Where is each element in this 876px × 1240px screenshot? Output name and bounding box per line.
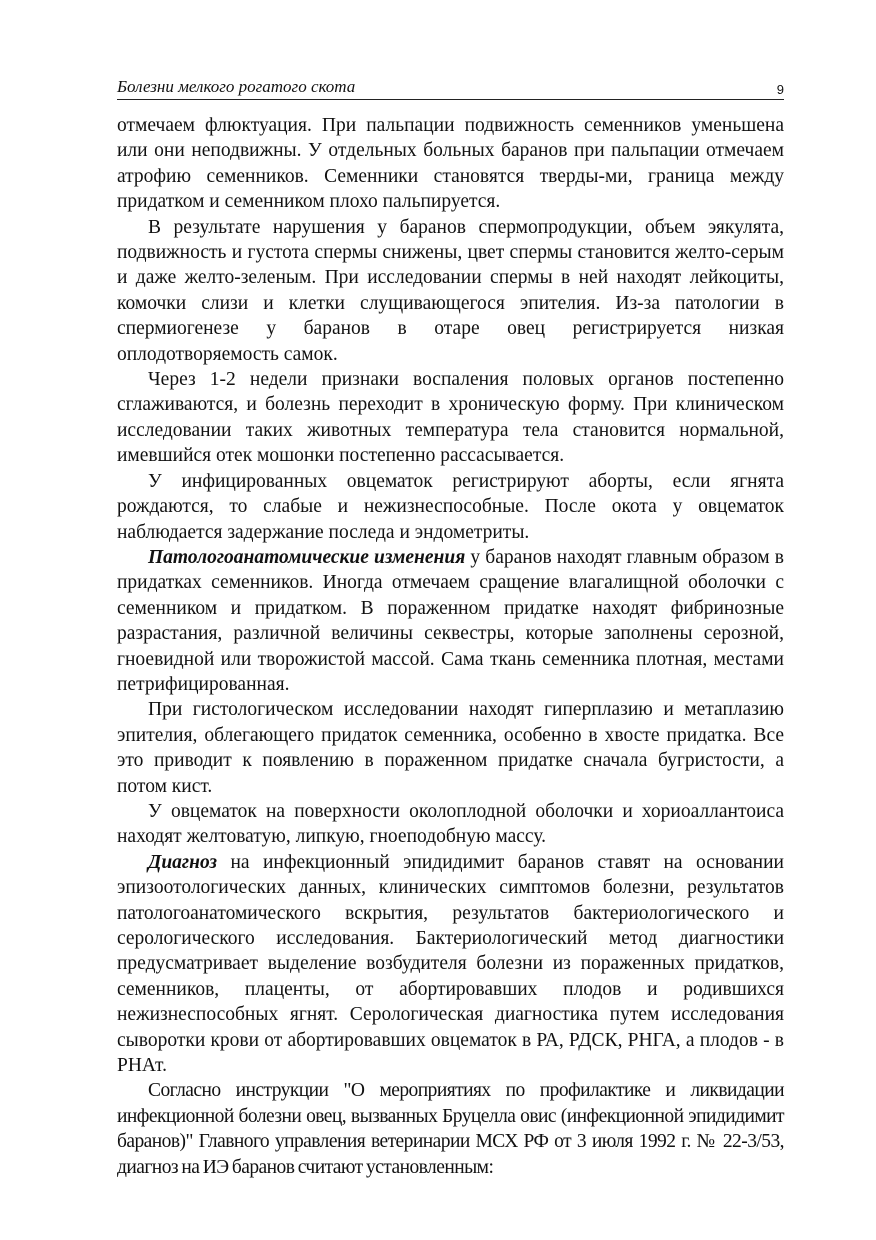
paragraph-text: на инфекционный эпидидимит баранов ставят на основании эпизоотологических данных, клинических симптомов болезни, результатов патологоанатомического вскрытия, результатов бактериологического и серологического исследования. Бактериологический метод диагностики предусматривает выделение возбудителя болезни из пораженных придатков, семенников, плаценты, от абортировавших плодов и родившихся нежизнеспособных ягнят. Серологическая диагностика путем исследования сыворотки крови от абортировавших овцематок в РА, РДСК, РНГА, а плодов - в РНАт. [117,851,784,1077]
paragraph-text: У инфицированных овцематок регистрируют аборты, если ягнята рождаются, то слабые и нежизнеспособные. После окота у овцематок наблюдается задержание последа и эндометриты. [117,470,784,543]
paragraph-pathology [117,545,784,697]
paragraph-text: у баранов находят главным образом в придатках семенников. Иногда отмечаем сращение влагалищной оболочки с семенником и придатком. В пораженном придатке находят фибринозные разрастания, различной величины секвестры, которые заполнены серозной, гноевидной или творожистой массой. Сама ткань семенника плотная, местами петрифицированная. [117,546,784,695]
paragraph-text: В результате нарушения у баранов спермопродукции, объем эякулята, подвижность и густота спермы снижены, цвет спермы становится желто-серым и даже желто-зеленым. При исследовании спермы в ней находят лейкоциты, комочки слизи и клетки слущивающегося эпителия. Из-за патологии в спермиогенезе у баранов в отаре овец регистрируется низкая оплодотворяемость самок. [117,216,784,365]
paragraph-text: У овцематок на поверхности околоплодной оболочки и хориоаллантоиса находят желтоватую, липкую, гноеподобную массу. [117,800,784,848]
paragraph-text: Через 1-2 недели признаки воспаления половых органов постепенно сглаживаются, и болезнь переходит в хроническую форму. При клиническом исследовании таких животных температура тела становится нормальной, имевшийся отек мошонки постепенно рассасывается. [117,369,784,467]
paragraph-text: Согласно инструкции "О мероприятиях по профилактике и ликвидации инфекционной болезни овец, вызванных Бруцелла овис (инфекционной эпидидимит баранов)" Главного управления ветеринарии МСХ РФ от 3 июля 1992 г. № 22-3/53, диагноз на ИЭ баранов считают установленным: [117,1080,784,1178]
section-term-diagnosis: Диагноз [148,851,218,873]
paragraph-instruction [117,1078,784,1180]
paragraph-chronic-form [117,367,784,469]
paragraph-text: отмечаем флюктуация. При пальпации подвижность семенников уменьшена или они неподвижны. У отдельных больных баранов при пальпации отмечаем атрофию семенников. Семенники становятся тверды-ми, граница между придатком и семенником плохо пальпируется. [117,115,784,213]
paragraph-ewes-abortions [117,469,784,545]
page-header [117,77,784,100]
paragraph-histology [117,697,784,799]
paragraph-spermoproduction [117,215,784,367]
paragraph-continuation [117,113,784,215]
paragraph-text: При гистологическом исследовании находят гиперплазию и метаплазию эпителия, облегающего придаток семенника, особенно в хвосте придатка. Все это приводит к появлению в пораженном придатке сначала бугристости, а потом кист. [117,699,784,797]
running-title: Болезни мелкого рогатого скота [117,77,356,96]
paragraph-fetal-membranes [117,799,784,850]
body-text [117,113,784,1180]
page-number: 9 [776,82,784,97]
paragraph-diagnosis [117,850,784,1079]
section-term-pathology: Патологоанатомические изменения [148,546,466,568]
